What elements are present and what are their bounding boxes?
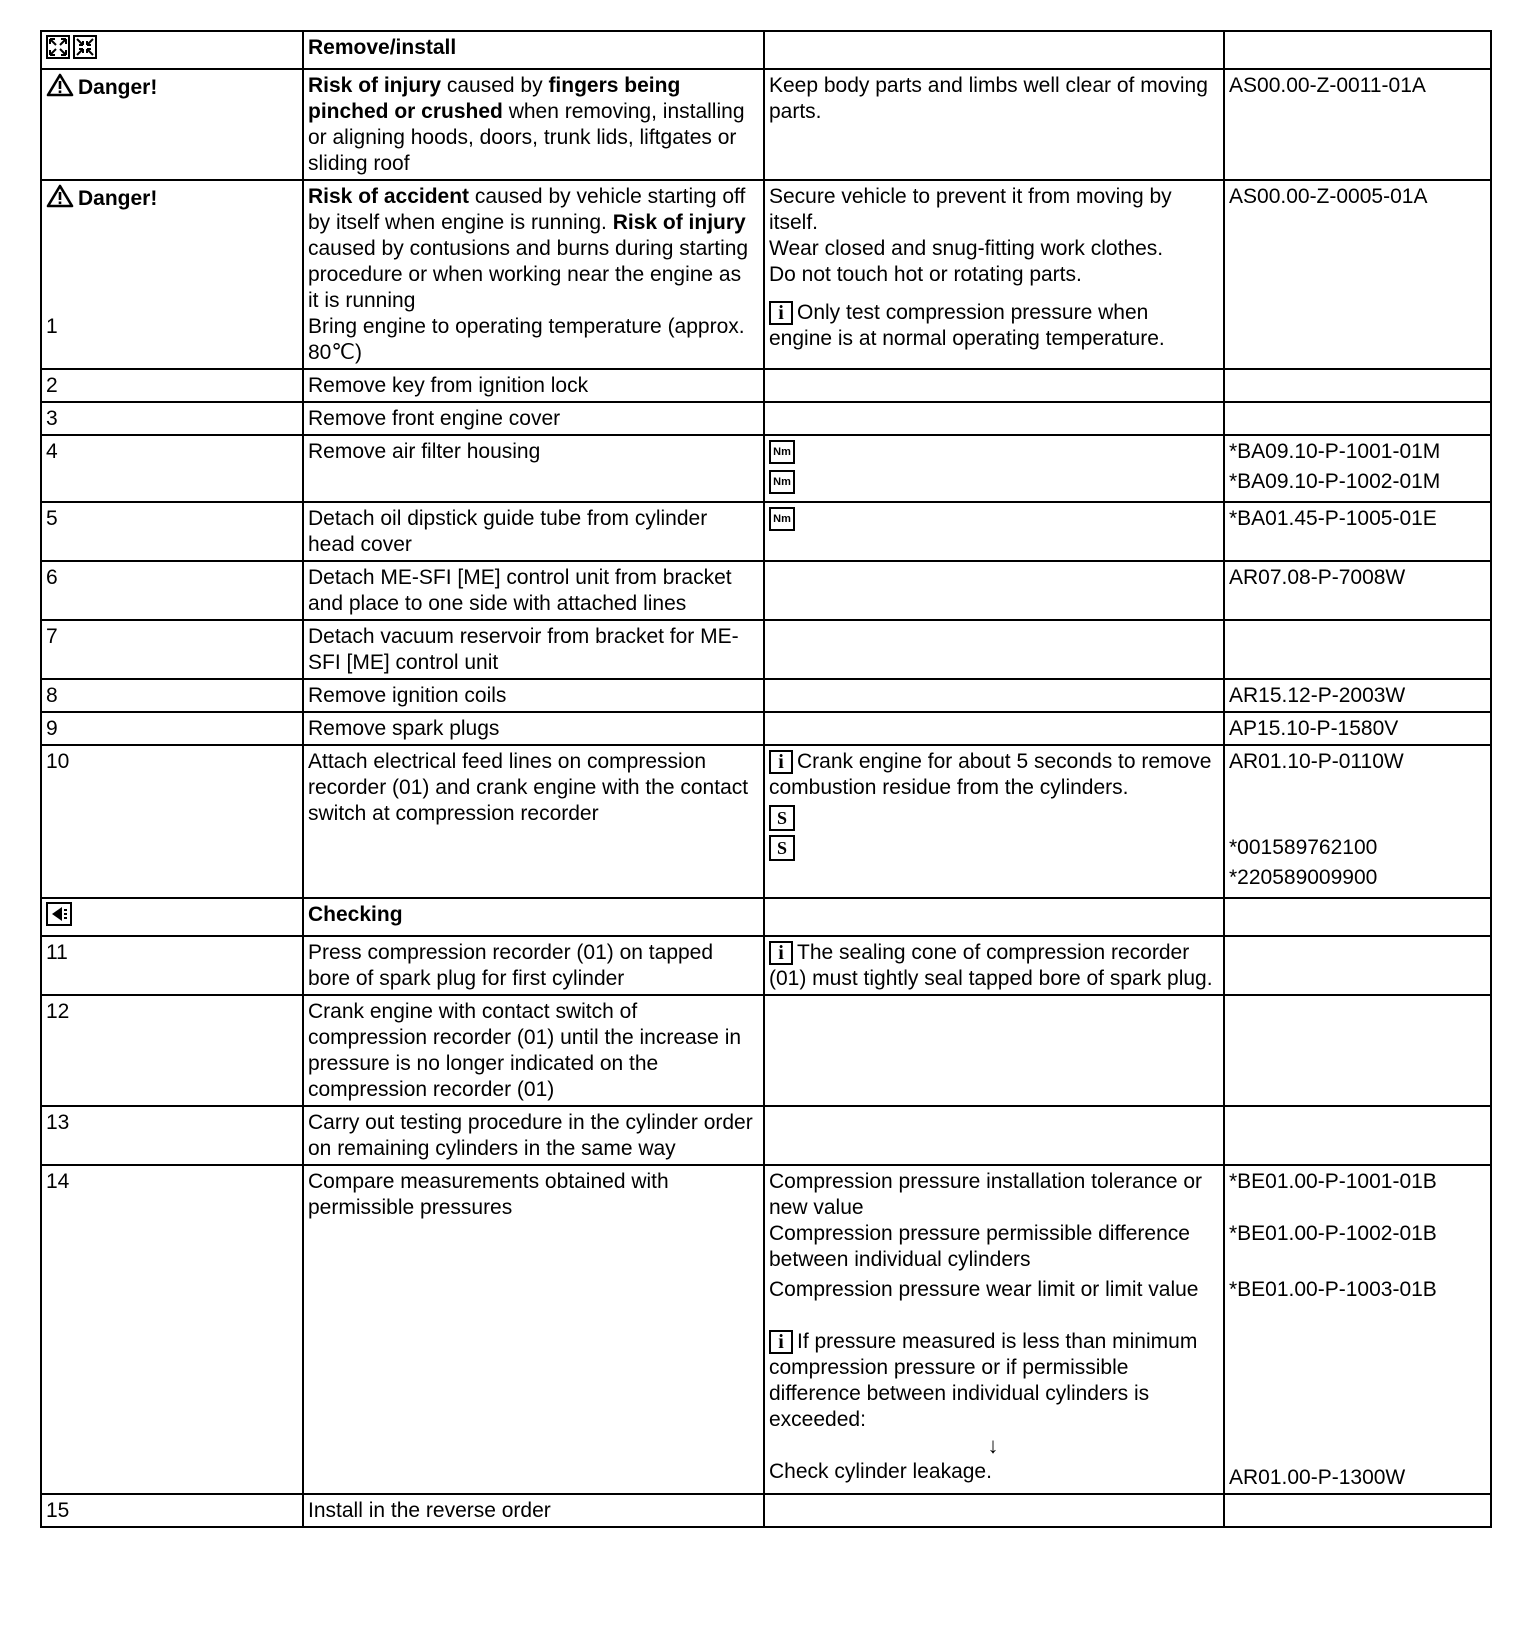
document-reference: AP15.10-P-1580V — [1224, 712, 1491, 745]
document-reference: *BA09.10-P-1001-01M — [1229, 440, 1441, 463]
torque-icon: Nm — [769, 470, 795, 494]
step-text: Detach vacuum reservoir from bracket for ME-SFI [ME] control unit — [303, 620, 764, 679]
spec-value: Compression pressure permissible difference between individual cylinders — [769, 1222, 1190, 1271]
document-reference: *BA09.10-P-1002-01M — [1229, 470, 1441, 493]
danger-measure: Wear closed and snug-fitting work clothes. — [769, 237, 1164, 260]
table-row — [41, 435, 1491, 502]
spec-value: Compression pressure wear limit or limit value — [769, 1278, 1199, 1301]
info-icon: i — [769, 1330, 793, 1354]
table-row — [41, 898, 1491, 936]
spec-value: Compression pressure installation tolerance or new value — [769, 1170, 1203, 1219]
document-reference: AS00.00-Z-0011-01A — [1224, 69, 1491, 180]
step-number: 6 — [41, 561, 303, 620]
step-text: Detach oil dipstick guide tube from cylinder head cover — [303, 502, 764, 561]
step-text: Carry out testing procedure in the cylinder order on remaining cylinders in the same way — [303, 1106, 764, 1165]
table-row — [41, 1106, 1491, 1165]
step-number: 5 — [41, 502, 303, 561]
danger-measure: Keep body parts and limbs well clear of moving parts. — [764, 69, 1224, 180]
danger-measure: Secure vehicle to prevent it from moving by itself. — [769, 185, 1172, 234]
document-reference: *BE01.00-P-1003-01B — [1229, 1278, 1437, 1301]
step-text: Remove front engine cover — [303, 402, 764, 435]
step-number: 12 — [41, 995, 303, 1106]
torque-icon: Nm — [769, 440, 795, 464]
step-number: 14 — [41, 1165, 303, 1494]
document-reference: AR07.08-P-7008W — [1224, 561, 1491, 620]
table-row — [41, 1165, 1491, 1494]
step-number: 8 — [41, 679, 303, 712]
table-row — [41, 69, 1491, 180]
step-number: 4 — [41, 435, 303, 502]
step-number: 2 — [41, 369, 303, 402]
info-note: i Only test compression pressure when engine is at normal operating temperature. — [769, 301, 1165, 350]
info-icon: i — [769, 941, 793, 965]
info-note: i The sealing cone of compression recorder (01) must tightly seal tapped bore of spark plug. — [764, 936, 1224, 995]
step-text: Remove air filter housing — [303, 435, 764, 502]
document-reference: *BE01.00-P-1001-01B — [1229, 1170, 1437, 1193]
section-title: Remove/install — [303, 31, 764, 69]
step-number: 9 — [41, 712, 303, 745]
step-text: Remove spark plugs — [303, 712, 764, 745]
remove-install-icon — [46, 35, 98, 66]
procedure-document — [40, 30, 1490, 1528]
special-tool-icon: S — [769, 805, 795, 831]
table-row — [41, 1494, 1491, 1527]
document-reference: AR15.12-P-2003W — [1224, 679, 1491, 712]
table-row — [41, 180, 1491, 369]
document-reference: *BA01.45-P-1005-01E — [1224, 502, 1491, 561]
table-row — [41, 620, 1491, 679]
step-text: Detach ME-SFI [ME] control unit from bracket and place to one side with attached lines — [303, 561, 764, 620]
info-icon: i — [769, 301, 793, 325]
step-number: 7 — [41, 620, 303, 679]
check-instruction: Check cylinder leakage. — [769, 1460, 992, 1483]
table-row — [41, 936, 1491, 995]
danger-description: Risk of injury caused by fingers being pinched or crushed when removing, installing or aligning hoods, doors, trunk lids, liftgates or sliding roof — [303, 69, 764, 180]
info-icon: i — [769, 750, 793, 774]
tool-number: *001589762100 — [1229, 836, 1378, 859]
table-row — [41, 995, 1491, 1106]
torque-icon: Nm — [769, 507, 795, 531]
document-reference: AR01.00-P-1300W — [1229, 1466, 1406, 1489]
step-text: Compare measurements obtained with permissible pressures — [303, 1165, 764, 1494]
danger-label: Danger! — [78, 187, 158, 211]
table-row — [41, 712, 1491, 745]
document-reference: AR01.10-P-0110W — [1229, 750, 1404, 773]
danger-label: Danger! — [78, 76, 158, 100]
step-text: Bring engine to operating temperature (approx. 80℃) — [308, 315, 745, 364]
danger-description: Risk of accident caused by vehicle starting off by itself when engine is running. Risk of injury caused by contusions and burns during starting procedure or when working near the engine as it is running — [308, 185, 749, 312]
danger-measure: Do not touch hot or rotating parts. — [769, 263, 1082, 286]
warning-triangle-icon — [46, 73, 74, 104]
table-row — [41, 502, 1491, 561]
table-row — [41, 679, 1491, 712]
table-row — [41, 402, 1491, 435]
step-text: Install in the reverse order — [303, 1494, 764, 1527]
arrow-down-icon: ↓ — [987, 1433, 999, 1458]
document-reference: *BE01.00-P-1002-01B — [1229, 1222, 1437, 1245]
step-text: Press compression recorder (01) on tapped bore of spark plug for first cylinder — [303, 936, 764, 995]
table-row — [41, 369, 1491, 402]
special-tool-icon: S — [769, 835, 795, 861]
step-number: 3 — [41, 402, 303, 435]
step-text: Attach electrical feed lines on compression recorder (01) and crank engine with the contact switch at compression recorder — [303, 745, 764, 898]
step-number: 1 — [46, 315, 58, 338]
warning-triangle-icon — [46, 184, 74, 215]
step-text: Crank engine with contact switch of compression recorder (01) until the increase in pressure is no longer indicated on the compression recorder (01) — [303, 995, 764, 1106]
section-title: Checking — [303, 898, 764, 936]
step-number: 11 — [41, 936, 303, 995]
info-note: i If pressure measured is less than minimum compression pressure or if permissible difference between individual cylinders is exceeded: — [769, 1330, 1198, 1431]
table-row — [41, 745, 1491, 898]
tool-number: *220589009900 — [1229, 866, 1378, 889]
table-row — [41, 31, 1491, 69]
procedure-table — [40, 30, 1492, 1528]
table-row — [41, 561, 1491, 620]
info-note: i Crank engine for about 5 seconds to remove combustion residue from the cylinders. — [769, 750, 1212, 799]
step-number: 15 — [41, 1494, 303, 1527]
checking-icon — [46, 902, 72, 933]
step-text: Remove ignition coils — [303, 679, 764, 712]
step-text: Remove key from ignition lock — [303, 369, 764, 402]
step-number: 10 — [41, 745, 303, 898]
document-reference: AS00.00-Z-0005-01A — [1224, 180, 1491, 369]
step-number: 13 — [41, 1106, 303, 1165]
